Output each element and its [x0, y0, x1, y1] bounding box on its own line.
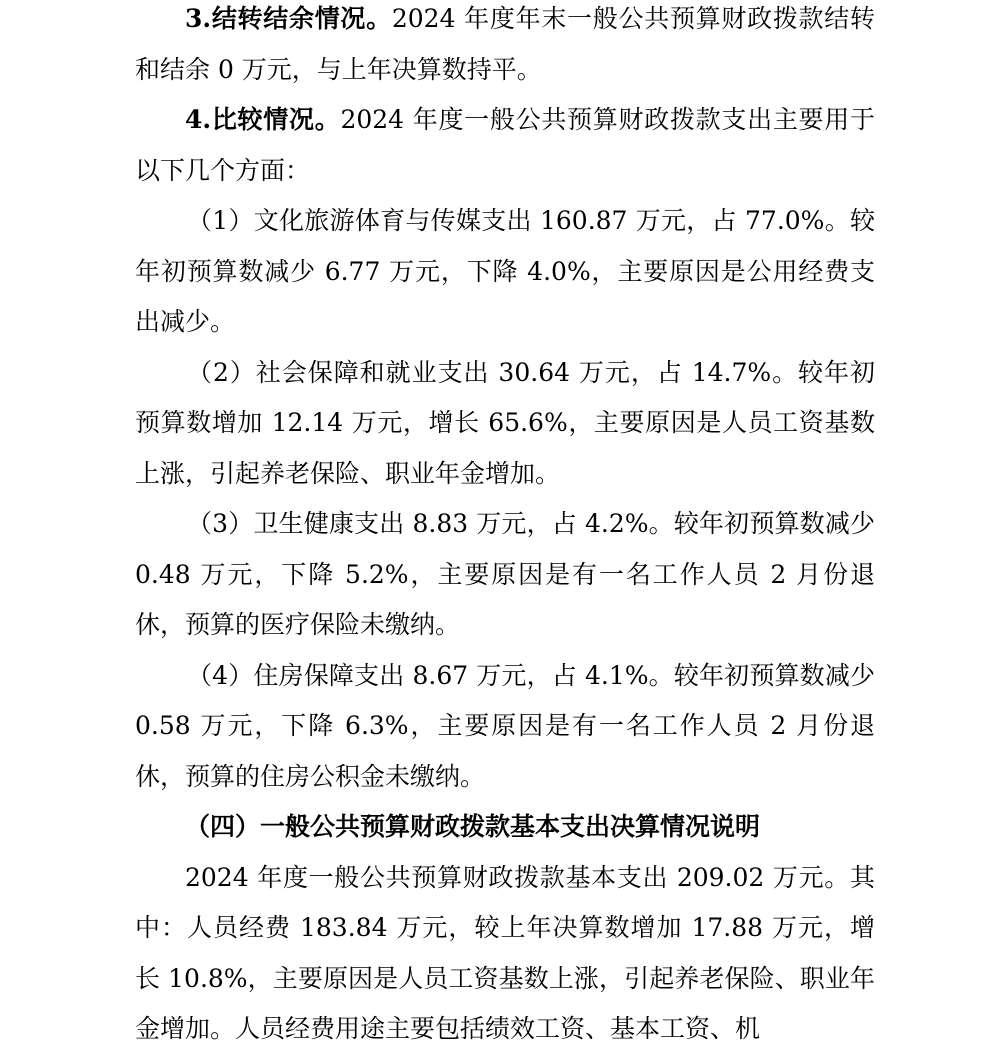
paragraph-item-1	[135, 196, 875, 348]
paragraph-item-2	[135, 348, 875, 500]
paragraph-basic-expenditure	[135, 853, 875, 1055]
paragraph-text: （1）文化旅游体育与传媒支出 160.87 万元，占 77.0%。较年初预算数减少 6.77 万元，下降 4.0%，主要原因是公用经费支出减少。	[135, 206, 875, 336]
paragraph-carryover	[135, 0, 875, 95]
paragraph-item-3	[135, 499, 875, 651]
paragraph-text: 2024 年度一般公共预算财政拨款基本支出 209.02 万元。其中：人员经费 183.84 万元，较上年决算数增加 17.88 万元，增长 10.8%，主要原因是人员工资基数上涨，引起养老保险、职业年金增加。人员经费用途主要包括绩效工资、基本工资、机	[135, 862, 875, 1043]
paragraph-text: （4）住房保障支出 8.67 万元，占 4.1%。较年初预算数减少 0.58 万元，下降 6.3%，主要原因是有一名工作人员 2 月份退休，预算的住房公积金未缴纳。	[135, 660, 875, 791]
paragraph-item-4	[135, 651, 875, 803]
section-heading-text: （四）一般公共预算财政拨款基本支出决算情况说明	[185, 812, 761, 841]
paragraph-text: 2024 年度年末一般公共预算财政拨款结转和结余 0 万元，与上年决算数持平。	[135, 4, 875, 84]
paragraph-text: （2）社会保障和就业支出 30.64 万元，占 14.7%。较年初预算数增加 12.14 万元，增长 65.6%，主要原因是人员工资基数上涨，引起养老保险、职业年金增加。	[135, 357, 875, 488]
paragraph-heading: 3.结转结余情况。	[185, 4, 392, 33]
paragraph-comparison	[135, 95, 875, 196]
paragraph-text: 2024 年度一般公共预算财政拨款支出主要用于以下几个方面：	[135, 105, 875, 185]
paragraph-heading: 4.比较情况。	[185, 105, 341, 134]
paragraph-text: （3）卫生健康支出 8.83 万元，占 4.2%。较年初预算数减少 0.48 万元，下降 5.2%，主要原因是有一名工作人员 2 月份退休，预算的医疗保险未缴纳。	[135, 509, 875, 639]
section-heading	[135, 802, 875, 853]
document-page	[135, 0, 875, 1055]
